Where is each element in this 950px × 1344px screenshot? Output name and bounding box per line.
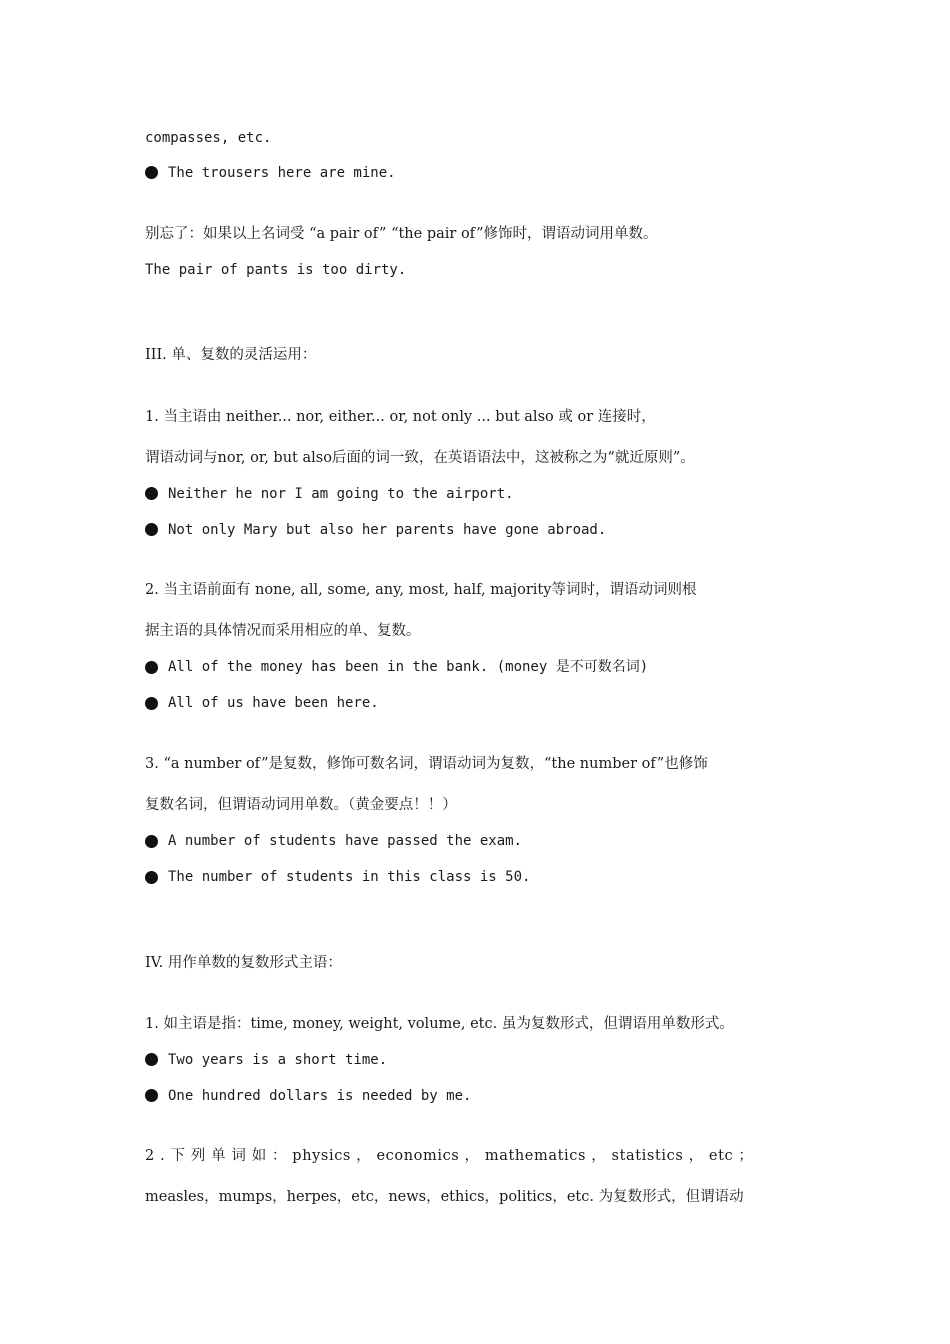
bullet-icon <box>145 835 158 848</box>
example-sentence: The pair of pants is too dirty. <box>145 262 407 278</box>
rule-text: 复数名词，但谓语动词用单数。（黄金要点！！） <box>145 797 457 813</box>
rule-text: 据主语的具体情况而采用相应的单、复数。 <box>145 623 421 639</box>
example-sentence: Neither he nor I am going to the airport. <box>168 486 514 502</box>
bullet-icon <box>145 523 158 536</box>
section-heading: IV. 用作单数的复数形式主语： <box>145 955 342 971</box>
example-sentence: Two years is a short time. <box>168 1052 388 1068</box>
bullet-icon <box>145 1089 158 1102</box>
example-sentence: Not only Mary but also her parents have gone abroad. <box>168 522 607 538</box>
text-line: compasses, etc. <box>145 130 272 146</box>
section-heading: III. 单、复数的灵活运用： <box>145 347 317 363</box>
bullet-icon <box>145 697 158 710</box>
example-sentence: A number of students have passed the exam. <box>168 833 523 849</box>
rule-text: 1. 如主语是指：time, money, weight, volume, etc. 虽为复数形式，但谓语用单数形式。 <box>145 1016 734 1032</box>
rule-text: 2 . 下 列 单 词 如 ： physics ， economics ， mathematics ， statistics ， etc ； <box>145 1148 754 1164</box>
bullet-icon <box>145 1053 158 1066</box>
example-sentence: The number of students in this class is 50. <box>168 869 531 885</box>
note-line: 别忘了：如果以上名词受 “a pair of” “the pair of”修饰时，谓语动词用单数。 <box>145 226 658 242</box>
example-sentence: All of us have been here. <box>168 695 379 711</box>
rule-text: 3. “a number of”是复数，修饰可数名词，谓语动词为复数，“the number of”也修饰 <box>145 756 708 772</box>
bullet-icon <box>145 166 158 179</box>
bullet-icon <box>145 661 158 674</box>
example-sentence: One hundred dollars is needed by me. <box>168 1088 472 1104</box>
rule-text: 2. 当主语前面有 none, all, some, any, most, half, majority等词时，谓语动词则根 <box>145 582 697 598</box>
rule-text: 1. 当主语由 neither... nor, either... or, not only ... but also 或 or 连接时， <box>145 409 656 425</box>
rule-text: measles，mumps，herpes，etc，news，ethics，politics，etc. 为复数形式，但谓语动 <box>145 1189 744 1205</box>
example-sentence: The trousers here are mine. <box>168 165 396 181</box>
bullet-icon <box>145 487 158 500</box>
example-sentence: All of the money has been in the bank. (money 是不可数名词) <box>168 659 649 675</box>
rule-text: 谓语动词与nor, or, but also后面的词一致，在英语语法中，这被称之为“就近原则”。 <box>145 450 695 466</box>
bullet-icon <box>145 871 158 884</box>
